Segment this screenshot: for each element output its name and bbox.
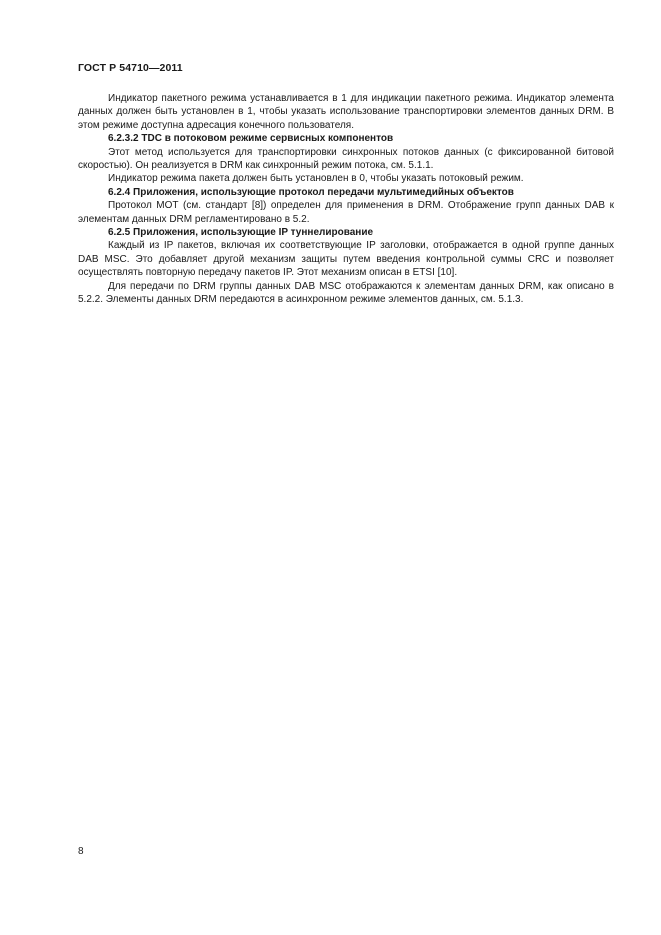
section-heading: 6.2.3.2 TDC в потоковом режиме сервисных компонентов: [108, 133, 394, 145]
document-header: ГОСТ Р 54710—2011: [78, 62, 183, 74]
paragraph: Индикатор пакетного режима устанавливается в 1 для индикации пакетного режима. Индикатор элемента данных должен быть установлен в 1, чтобы указать использование транспортировки элементов данных DRM. В этом режиме доступна адресация конечного пользователя.: [78, 93, 614, 131]
paragraph: Протокол МОТ (см. стандарт [8]) определен для применения в DRM. Отображение групп данных DAB к элементам данных DRM регламентировано в 5.2.: [78, 200, 614, 225]
document-body: [78, 92, 614, 307]
paragraph: Индикатор режима пакета должен быть установлен в 0, чтобы указать потоковый режим.: [108, 173, 524, 185]
section-heading: 6.2.5 Приложения, использующие IP туннелирование: [108, 227, 374, 239]
page-number: 8: [78, 846, 84, 857]
paragraph: Каждый из IP пакетов, включая их соответствующие IP заголовки, отображается в одной группе данных DAB MSC. Это добавляет другой механизм защиты путем введения контрольной суммы CRC и позволяет осуществлять повторную передачу пакетов IP. Этот механизм описан в ETSI [10].: [78, 240, 614, 279]
paragraph: Для передачи по DRM группы данных DAB MSC отображаются к элементам данных DRM, как описано в 5.2.2. Элементы данных DRM передаются в асинхронном режиме элементов данных, см. 5.1.3.: [78, 280, 614, 306]
section-heading: 6.2.4 Приложения, использующие протокол передачи мультимедийных объектов: [108, 186, 514, 198]
paragraph: Этот метод используется для транспортировки синхронных потоков данных (с фиксированной битовой скоростью). Он реализуется в DRM как синхронный режим потока, см. 5.1.1.: [78, 146, 614, 172]
